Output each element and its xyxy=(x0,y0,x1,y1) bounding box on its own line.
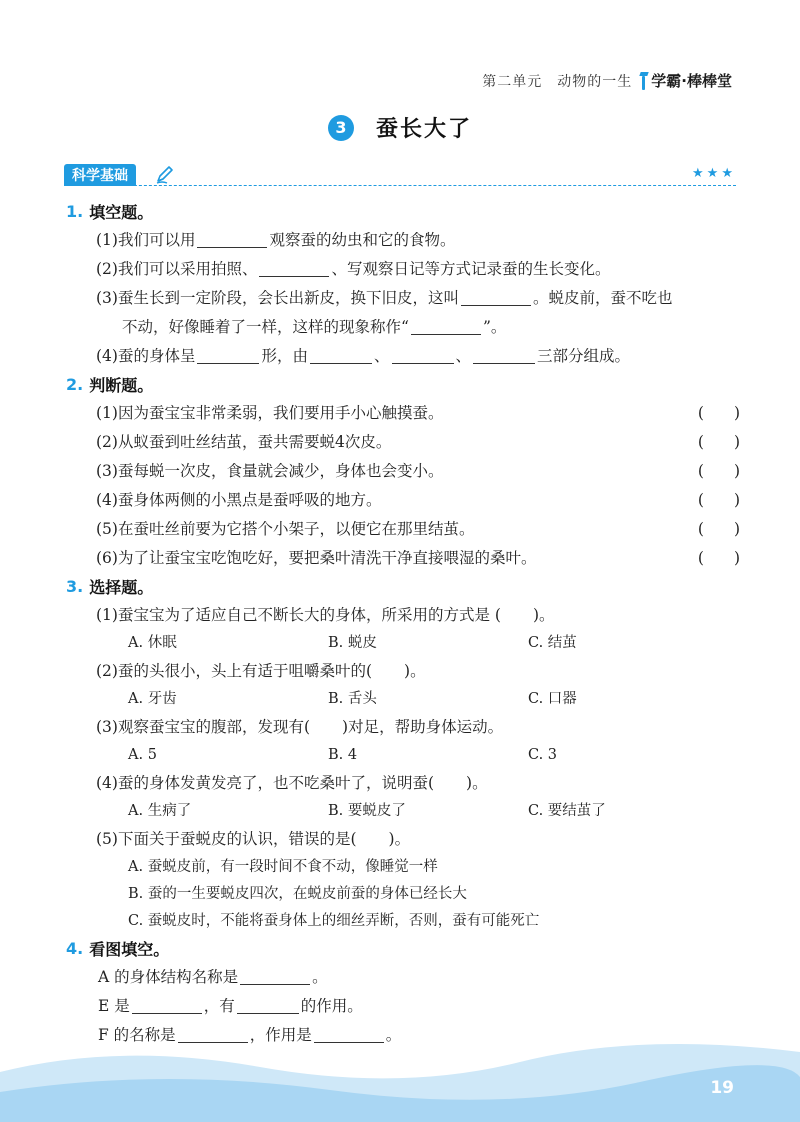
pencil-icon xyxy=(154,164,176,186)
option-c[interactable]: C. 蚕蜕皮时，不能将蚕身体上的细丝弄断，否则，蚕有可能死亡 xyxy=(128,913,540,929)
option-b[interactable]: B. 4 xyxy=(328,747,358,763)
fill-item xyxy=(66,284,746,313)
judge-item xyxy=(66,515,746,544)
lesson-title-text: 蚕长大了 xyxy=(375,117,472,142)
item-text: (2)从蚁蚕到吐丝结茧，蚕共需要蜕4次皮。 xyxy=(96,433,392,451)
question-1-title xyxy=(66,198,746,224)
option-b[interactable]: B. 要蜕皮了 xyxy=(328,803,406,819)
section-tag: 科学基础 xyxy=(64,164,136,186)
option-c[interactable]: C. 要结茧了 xyxy=(528,803,606,819)
paren-close: ) xyxy=(733,433,740,451)
answer-parens[interactable] xyxy=(698,515,740,544)
paren-open: ( xyxy=(697,404,704,422)
footer-wave xyxy=(0,1022,800,1122)
question-2-title xyxy=(66,371,746,397)
item-text: )。 xyxy=(532,606,555,624)
answer-blank[interactable] xyxy=(237,996,299,1014)
item-text: A 的身体结构名称是 xyxy=(98,968,239,986)
item-text: (2)我们可以采用拍照、 xyxy=(96,260,258,278)
item-text: (3)观察蚕宝宝的腹部，发现有( xyxy=(96,718,311,736)
item-text: (4)蚕的身体呈 xyxy=(96,347,196,365)
paren-open: ( xyxy=(697,462,704,480)
question-title-text: 判断题。 xyxy=(89,375,154,395)
picture-fill-line xyxy=(66,992,746,1021)
exercise-content xyxy=(66,198,746,1050)
paren-open: ( xyxy=(697,433,704,451)
paren-close: ) xyxy=(733,404,740,422)
item-text: 的作用。 xyxy=(300,997,363,1015)
answer-parens[interactable] xyxy=(698,428,740,457)
fill-item xyxy=(66,226,746,255)
answer-blank[interactable] xyxy=(310,346,372,364)
item-text: 三部分组成。 xyxy=(537,347,631,365)
option-b[interactable]: B. 蜕皮 xyxy=(328,635,377,651)
option-b[interactable]: B. 蚕的一生要蜕皮四次，在蜕皮前蚕的身体已经长大 xyxy=(128,886,467,902)
paren-open: ( xyxy=(697,549,704,567)
item-text: ，有 xyxy=(203,997,235,1015)
item-text: (5)下面关于蚕蜕皮的认识，错误的是( xyxy=(96,830,357,848)
paren-close: ) xyxy=(733,462,740,480)
item-text: (3)蚕生长到一定阶段，会长出新皮，换下旧皮，这叫 xyxy=(96,289,459,307)
answer-parens[interactable] xyxy=(698,457,740,486)
paren-close: ) xyxy=(733,491,740,509)
choice-options xyxy=(66,630,746,657)
item-text: (6)为了让蚕宝宝吃饱吃好，要把桑叶清洗干净直接喂湿的桑叶。 xyxy=(96,549,537,567)
option-a[interactable]: A. 5 xyxy=(128,747,157,763)
option-c[interactable]: C. 结茧 xyxy=(528,635,577,651)
item-text: )。 xyxy=(466,774,488,792)
item-text: 。 xyxy=(312,968,328,986)
answer-parens[interactable] xyxy=(698,544,740,573)
answer-blank[interactable] xyxy=(197,230,267,248)
choice-options xyxy=(66,686,746,713)
item-text: ”。 xyxy=(482,318,507,336)
item-text: 不动，好像睡着了一样，这样的现象称作“ xyxy=(122,318,409,336)
question-4-title xyxy=(66,935,746,961)
difficulty-stars: ★★★ xyxy=(692,166,736,181)
question-number: 2. xyxy=(66,374,84,394)
judge-item xyxy=(66,399,746,428)
question-title-text: 看图填空。 xyxy=(89,939,170,959)
item-text: (5)在蚕吐丝前要为它搭个小架子，以便它在那里结茧。 xyxy=(96,520,475,538)
brand-logo xyxy=(640,70,732,91)
question-number: 3. xyxy=(66,576,84,596)
option-a[interactable]: A. 蚕蜕皮前，有一段时间不食不动，像睡觉一样 xyxy=(128,859,438,875)
item-text: E 是 xyxy=(98,997,130,1015)
choice-options xyxy=(66,798,746,825)
lesson-number-badge: 3 xyxy=(328,115,354,141)
answer-blank[interactable] xyxy=(259,259,329,277)
judge-item xyxy=(66,544,746,573)
paren-close: ) xyxy=(733,549,740,567)
option-b[interactable]: B. 舌头 xyxy=(328,691,377,707)
item-text: 观察蚕的幼虫和它的食物。 xyxy=(269,231,456,249)
item-text: )。 xyxy=(388,830,411,848)
answer-parens[interactable] xyxy=(698,399,740,428)
section-bar xyxy=(64,164,736,186)
question-number: 4. xyxy=(66,938,84,958)
item-text: 。 xyxy=(385,1026,402,1044)
answer-blank[interactable] xyxy=(392,346,454,364)
page-header xyxy=(482,70,732,91)
item-text: ，作用是 xyxy=(249,1026,312,1044)
fill-item xyxy=(66,342,746,371)
question-title-text: 选择题。 xyxy=(89,577,154,597)
item-text: 形，由 xyxy=(261,347,308,365)
answer-blank[interactable] xyxy=(240,967,310,985)
item-text: (2)蚕的头很小，头上有适于咀嚼桑叶的( xyxy=(96,662,373,680)
unit-label: 第二单元 动物的一生 xyxy=(482,73,633,90)
paren-open: ( xyxy=(697,491,704,509)
option-a[interactable]: A. 休眠 xyxy=(128,635,177,651)
choice-stem xyxy=(66,769,746,798)
question-title-text: 填空题。 xyxy=(89,202,154,222)
item-text: (1)我们可以用 xyxy=(96,231,196,249)
answer-blank[interactable] xyxy=(461,288,531,306)
item-text: (4)蚕身体两侧的小黑点是蚕呼吸的地方。 xyxy=(96,491,382,509)
item-text: (1)蚕宝宝为了适应自己不断长大的身体，所采用的方式是 ( xyxy=(96,606,501,624)
picture-fill-line xyxy=(66,963,746,992)
answer-blank[interactable] xyxy=(197,346,259,364)
answer-blank[interactable] xyxy=(132,996,202,1014)
judge-item xyxy=(66,428,746,457)
choice-options xyxy=(66,742,746,769)
choice-stem xyxy=(66,657,746,686)
brand-mark-icon xyxy=(640,72,648,90)
question-number: 1. xyxy=(66,201,84,221)
answer-blank[interactable] xyxy=(411,317,481,335)
choice-stem xyxy=(66,601,746,630)
question-3-title xyxy=(66,573,746,599)
judge-item xyxy=(66,457,746,486)
answer-parens[interactable] xyxy=(698,486,740,515)
item-text: 、 xyxy=(455,347,472,365)
item-text: (4)蚕的身体发黄发亮了，也不吃桑叶了，说明蚕( xyxy=(96,774,435,792)
item-text: 。蜕皮前，蚕不吃也 xyxy=(532,289,673,307)
item-text: 、 xyxy=(373,347,390,365)
judge-item xyxy=(66,486,746,515)
item-text: 、写观察日记等方式记录蚕的生长变化。 xyxy=(331,260,611,278)
option-c[interactable]: C. 口器 xyxy=(528,691,577,707)
item-text: F 的名称是 xyxy=(98,1026,176,1044)
option-a[interactable]: A. 生病了 xyxy=(128,803,192,819)
answer-blank[interactable] xyxy=(473,346,535,364)
lesson-title xyxy=(0,112,800,143)
option-a[interactable]: A. 牙齿 xyxy=(128,691,177,707)
fill-item-continued xyxy=(66,313,746,342)
item-text: (3)蚕每蜕一次皮，食量就会减少，身体也会变小。 xyxy=(96,462,444,480)
item-text: )对足，帮助身体运动。 xyxy=(342,718,504,736)
brand-text: 学霸·棒棒堂 xyxy=(651,72,732,90)
paren-close: ) xyxy=(733,520,740,538)
item-text: (1)因为蚕宝宝非常柔弱，我们要用手小心触摸蚕。 xyxy=(96,404,444,422)
fill-item xyxy=(66,255,746,284)
page-number: 19 xyxy=(710,1078,734,1098)
choice-stem xyxy=(66,825,746,854)
option-c[interactable]: C. 3 xyxy=(528,747,558,763)
choice-stem xyxy=(66,713,746,742)
item-text: )。 xyxy=(404,662,426,680)
paren-open: ( xyxy=(697,520,704,538)
